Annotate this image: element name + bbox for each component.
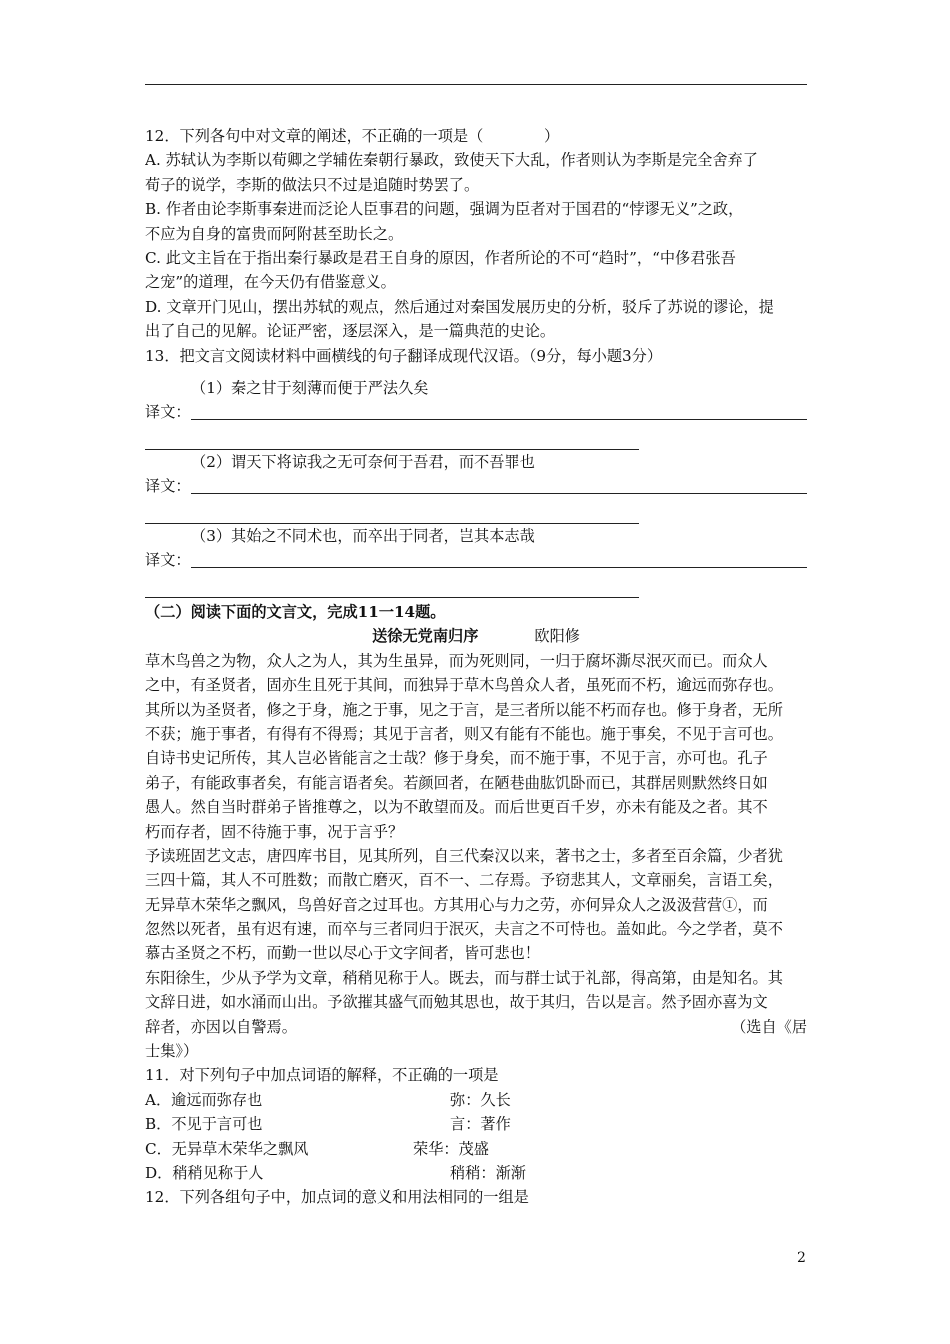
- question-13-stem: 13．把文言文阅读材料中画横线的句子翻译成现代汉语。（9分，每小题3分）: [145, 346, 663, 365]
- passage-line: 朽而存者，固不待施于事，况于言乎？: [145, 822, 404, 841]
- passage-line: 文辞日进，如水涌而山出。予欲摧其盛气而勉其思也，故于其归，告以是言。然予固亦喜为文: [145, 993, 768, 1012]
- option-text: A．逾远而弥存也: [145, 1090, 263, 1109]
- passage-line: 不获；施于事者，有得有不得焉；其见于言者，则又有能有不能也。施于事矣，不见于言可也。: [145, 724, 783, 743]
- header-rule: [145, 84, 807, 85]
- passage-line: 自诗书史记所传，其人岂必皆能言之士哉？修于身矣，而不施于事，不见于言，亦可也。孔子: [145, 749, 768, 768]
- page-number: 2: [797, 1250, 806, 1266]
- answer-row: [145, 474, 807, 498]
- question-11-stem: 11．对下列句子中加点词语的解释，不正确的一项是: [145, 1066, 499, 1085]
- passage-line: 予读班固艺文志，唐四库书目，见其所列，自三代秦汉以来，著书之士，多者至百余篇，少者犹: [145, 846, 783, 865]
- option-gloss: 荣华：茂盛: [413, 1139, 489, 1158]
- option-gloss: 稍稍：渐渐: [450, 1163, 526, 1182]
- option-gloss: 弥：久长: [450, 1090, 511, 1109]
- question-12-block: [145, 124, 807, 368]
- q11-option-a: [145, 1088, 807, 1112]
- option-d-line1: D. 文章开门见山，摆出苏轼的观点，然后通过对秦国发展历史的分析，驳斥了苏说的谬论，提: [145, 297, 774, 316]
- answer-row: [145, 400, 807, 424]
- answer-line[interactable]: [191, 403, 807, 420]
- source-citation-1: （选自《居: [731, 1017, 807, 1036]
- q11-option-b: [145, 1112, 807, 1136]
- passage-line: 弟子，有能政事者矣，有能言语者矣。若颜回者，在陋巷曲肱饥卧而已，其群居则默然终日如: [145, 773, 768, 792]
- answer-line[interactable]: [191, 477, 807, 494]
- translation-sentence: （2）谓天下将谅我之无可奈何于吾君，而不吾罪也: [191, 453, 535, 471]
- passage-last-line: [145, 1015, 807, 1039]
- passage-line: 慕古圣贤之不朽，而勤一世以尽心于文字间者，皆可悲也！: [145, 944, 540, 963]
- q11-option-c: [145, 1137, 807, 1161]
- passage-title: 送徐无党南归序: [372, 627, 479, 646]
- translation-item-2: [145, 450, 807, 524]
- option-c-line1: C. 此文主旨在于指出秦行暴政是君王自身的原因，作者所论的不可“趋时”，“中侈君张吾: [145, 248, 736, 267]
- option-b-line2: 不应为自身的富贵而阿附甚至助长之。: [145, 224, 404, 243]
- translation-item-3: [145, 524, 807, 598]
- passage-author: 欧阳修: [534, 627, 580, 646]
- translation-sentence: （1）秦之甘于刻薄而便于严法久矣: [191, 379, 429, 397]
- answer-row: [145, 548, 807, 572]
- source-citation-2: 士集》）: [145, 1042, 199, 1061]
- option-b-line1: B. 作者由论李斯事秦进而泛论人臣事君的问题，强调为臣者对于国君的“悖谬无义”之政，: [145, 200, 744, 219]
- answer-label: 译文：: [145, 402, 191, 421]
- passage-line: 之中，有圣贤者，固亦生且死于其间，而独异于草木鸟兽众人者，虽死而不朽，逾远而弥存也。: [145, 676, 783, 695]
- answer-line[interactable]: [191, 551, 807, 568]
- passage-title-row: [145, 624, 807, 648]
- question-12-stem: 12．下列各句中对文章的阐述，不正确的一项是（ ）: [145, 127, 560, 145]
- option-text: D．稍稍见称于人: [145, 1163, 264, 1182]
- answer-line-2[interactable]: [145, 596, 639, 598]
- option-text: C．无异草木荣华之飘风: [145, 1139, 309, 1158]
- option-a-line2: 荀子的说学，李斯的做法只不过是追随时势罢了。: [145, 175, 480, 194]
- q11-option-d: [145, 1161, 807, 1185]
- option-c-line2: 之宠”的道理，在今天仍有借鉴意义。: [145, 273, 396, 292]
- answer-label: 译文：: [145, 550, 191, 569]
- passage-line: 三四十篇，其人不可胜数；而散亡磨灭，百不一、二存焉。予窃悲其人，文章丽矣，言语工矣，: [145, 871, 783, 890]
- passage-line: 草木鸟兽之为物，众人之为人，其为生虽异，而为死则同，一归于腐坏澌尽泯灭而已。而众人: [145, 651, 768, 670]
- passage-line: 愚人。然自当时群弟子皆推尊之，以为不敢望而及。而后世更百千岁，亦未有能及之者。其不: [145, 798, 768, 817]
- passage-line: 辞者，亦因以自警焉。: [145, 1017, 297, 1036]
- option-d-line2: 出了自己的见解。论证严密，逐层深入，是一篇典范的史论。: [145, 322, 556, 341]
- answer-label: 译文：: [145, 476, 191, 495]
- option-text: B．不见于言可也: [145, 1115, 263, 1134]
- question-12b-stem: 12．下列各组句子中，加点词的意义和用法相同的一组是: [145, 1188, 529, 1207]
- option-a-line1: A. 苏轼认为李斯以荀卿之学辅佐秦朝行暴政，致使天下大乱，作者则认为李斯是完全舍弃了: [145, 151, 758, 170]
- option-gloss: 言：著作: [450, 1115, 511, 1134]
- translation-item-1: [145, 376, 807, 450]
- passage-line: 其所以为圣贤者，修之于身，施之于事，见之于言，是三者所以能不朽而存也。修于身者，无所: [145, 700, 783, 719]
- passage-line: 无异草木荣华之飘风，鸟兽好音之过耳也。方其用心与力之劳，亦何异众人之汲汲营营①，而: [145, 895, 768, 914]
- passage-line: 东阳徐生，少从予学为文章，稍稍见称于人。既去，而与群士试于礼部，得高第，由是知名。其: [145, 968, 783, 987]
- passage-line: 忽然以死者，虽有迟有速，而卒与三者同归于泯灭，夫言之不可恃也。盖如此。今之学者，莫不: [145, 920, 783, 939]
- section-heading: （二）阅读下面的文言文，完成11一14题。: [145, 603, 446, 621]
- translation-sentence: （3）其始之不同术也，而卒出于同者，岂其本志哉: [191, 527, 535, 545]
- section-2: [145, 600, 807, 1210]
